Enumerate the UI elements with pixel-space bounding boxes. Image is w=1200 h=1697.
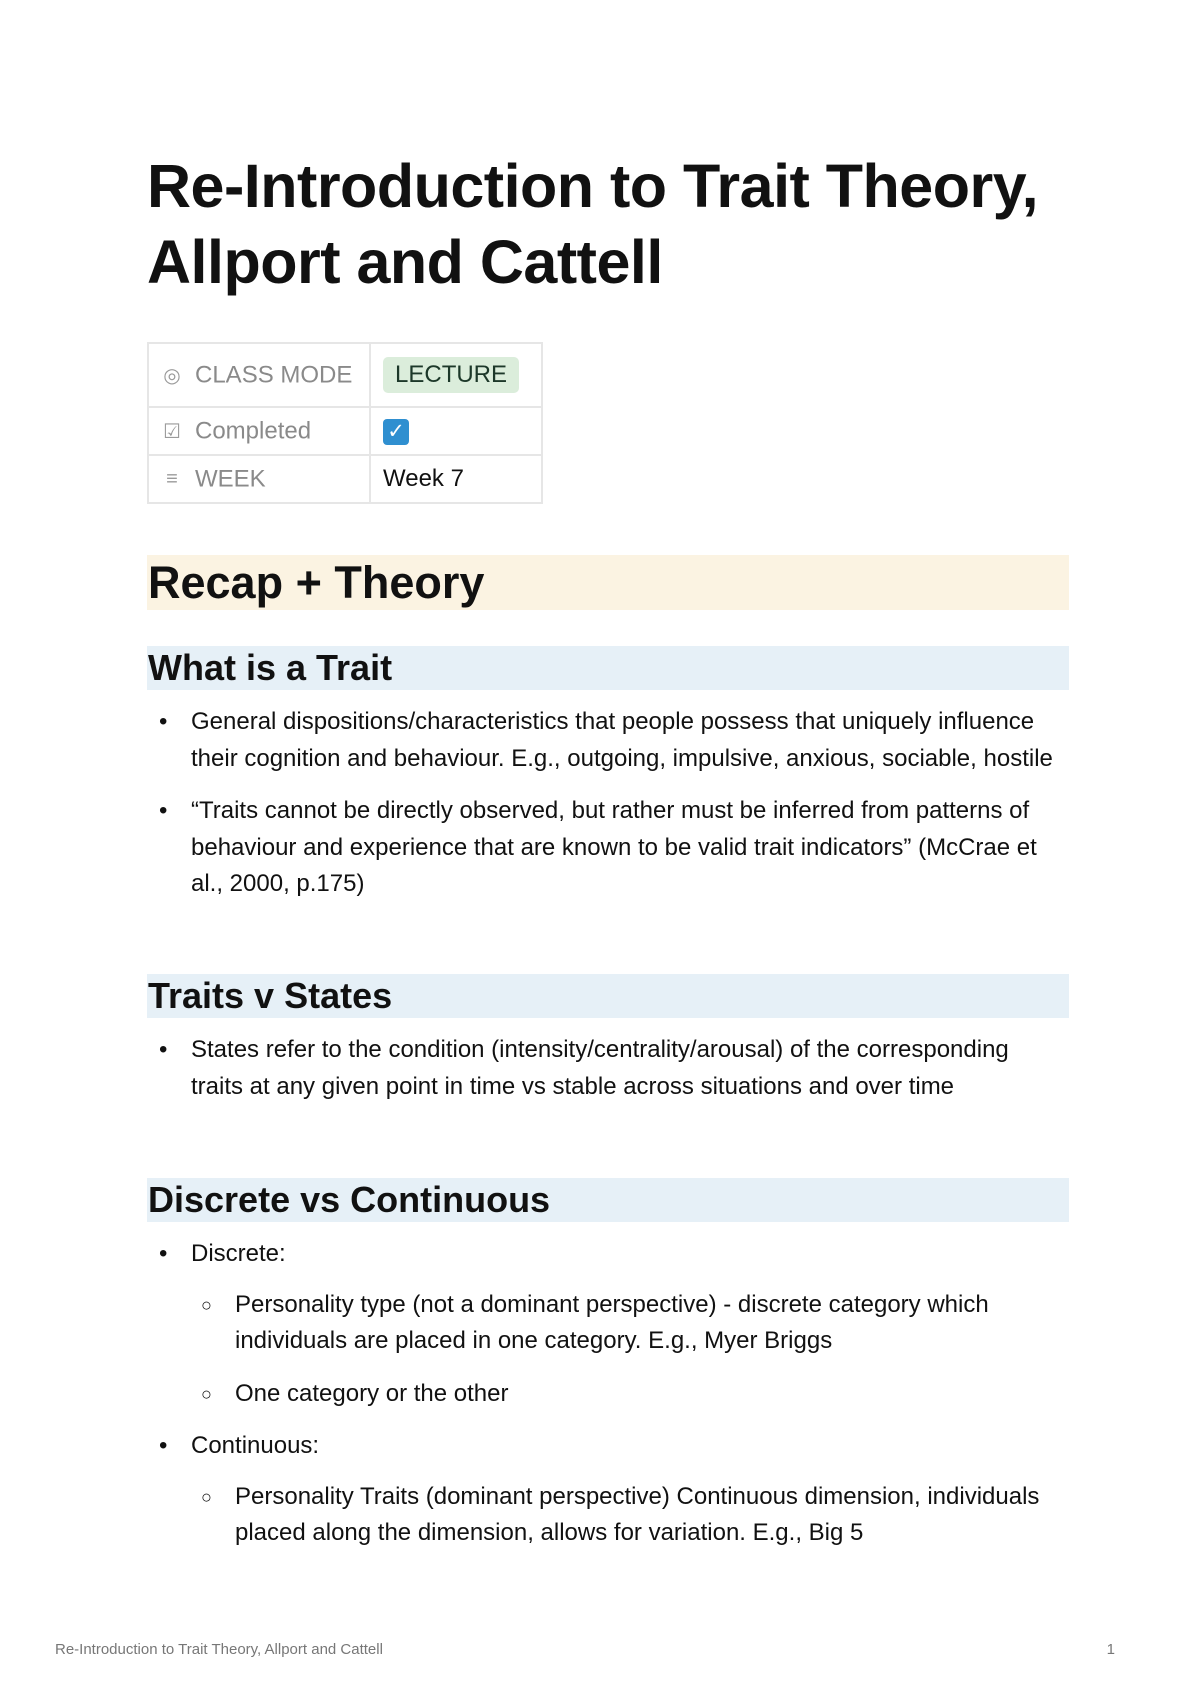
properties-table	[147, 342, 543, 504]
property-value[interactable]	[370, 407, 542, 455]
footer-title: Re-Introduction to Trait Theory, Allport and Cattell	[55, 1641, 383, 1658]
select-property-icon: ◎	[163, 364, 181, 387]
sub-list-item	[191, 1376, 1067, 1413]
class-mode-tag[interactable]: LECTURE	[383, 357, 519, 393]
bullet-icon: •	[159, 1432, 168, 1459]
property-value[interactable]: Week 7	[370, 455, 542, 503]
property-row-week	[148, 455, 542, 503]
heading-discrete-vs-continuous: Discrete vs Continuous	[147, 1178, 1069, 1222]
bullet-icon: •	[159, 1036, 168, 1063]
completed-checkbox[interactable]: ✓	[383, 419, 409, 445]
list-item	[147, 704, 1067, 777]
property-value[interactable]	[370, 343, 542, 407]
heading-what-is-a-trait: What is a Trait	[147, 646, 1069, 690]
list-item-text: Personality Traits (dominant perspective) Continuous dimension, individuals placed along the dimension, allows for variation. E.g., Big 5	[235, 1482, 1040, 1546]
sub-list-item	[191, 1287, 1067, 1360]
list-item-text: General dispositions/characteristics that people possess that uniquely influence their cognition and behaviour. E.g., outgoing, impulsive, anxious, sociable, hostile	[191, 708, 1053, 772]
footer-page-number: 1	[1106, 1641, 1115, 1658]
property-key	[148, 407, 370, 455]
heading-traits-v-states: Traits v States	[147, 974, 1069, 1018]
property-label: WEEK	[195, 465, 266, 493]
hollow-bullet-icon: ○	[201, 1486, 212, 1507]
list-item-text: Continuous:	[191, 1432, 320, 1459]
hollow-bullet-icon: ○	[201, 1294, 212, 1315]
list-item	[147, 1032, 1067, 1105]
sub-list	[191, 1479, 1067, 1552]
sub-list-item	[191, 1479, 1067, 1552]
property-label: CLASS MODE	[195, 361, 353, 389]
hollow-bullet-icon: ○	[201, 1383, 212, 1404]
list-item	[147, 1236, 1067, 1412]
property-key	[148, 343, 370, 407]
bullet-icon: •	[159, 708, 168, 735]
bullet-icon: •	[159, 797, 168, 824]
heading-recap-theory: Recap + Theory	[147, 555, 1069, 610]
list-item-text: States refer to the condition (intensity/centrality/arousal) of the corresponding traits at any given point in time vs stable across situations and over time	[191, 1036, 1009, 1100]
list-item-text: Personality type (not a dominant perspective) - discrete category which individuals are placed in one category. E.g., Myer Briggs	[235, 1290, 989, 1354]
list-item	[147, 793, 1067, 903]
text-property-icon: ≡	[166, 467, 178, 490]
checkbox-property-icon: ☑	[163, 420, 181, 443]
sub-list	[191, 1287, 1067, 1413]
trait-list	[147, 704, 1067, 919]
list-item-text: One category or the other	[235, 1379, 509, 1407]
property-key	[148, 455, 370, 503]
property-row-completed	[148, 407, 542, 455]
list-item	[147, 1428, 1067, 1552]
page-title: Re-Introduction to Trait Theory, Allport and Cattell	[147, 152, 1039, 296]
states-list	[147, 1032, 1067, 1121]
bullet-icon: •	[159, 1240, 168, 1267]
list-item-text: “Traits cannot be directly observed, but rather must be inferred from patterns of behaviour and experience that are known to be valid trait indicators” (McCrae et al., 2000, p.175)	[191, 797, 1037, 897]
list-item-text: Discrete:	[191, 1240, 286, 1267]
property-label: Completed	[195, 417, 312, 445]
property-row-class-mode	[148, 343, 542, 407]
discrete-list	[147, 1236, 1067, 1568]
